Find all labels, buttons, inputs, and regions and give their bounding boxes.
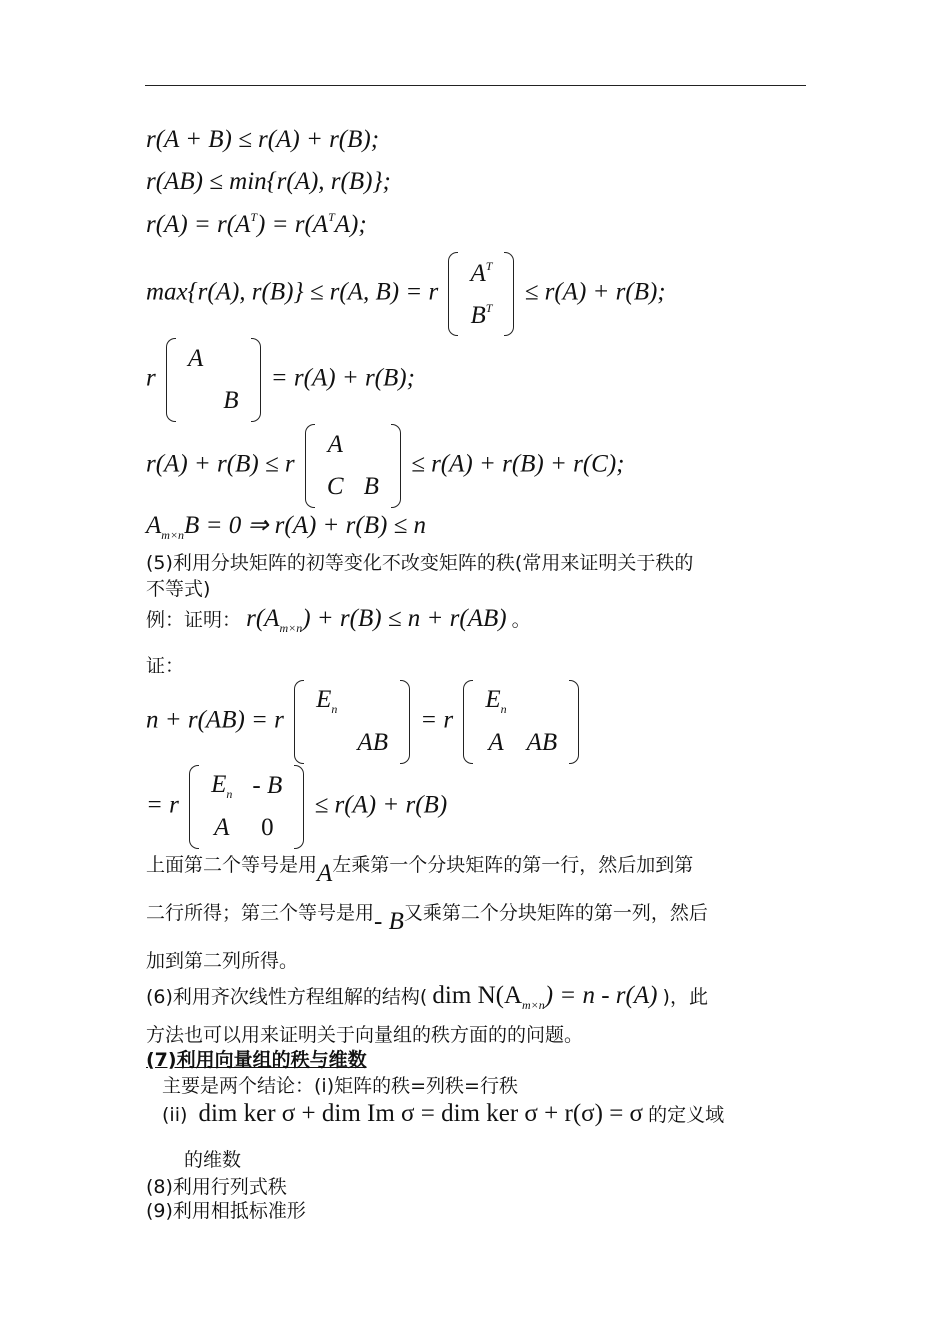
- section-9: (9)利用相抵标准形: [146, 1200, 306, 1222]
- rank-sum-inequality: r(A + B) ≤ r(A) + r(B);: [146, 126, 380, 153]
- matrix-En-negB-A-0: $E_n$ - B A 0: [189, 765, 304, 849]
- rank-block-column-inequality: max{r(A), r(B)} ≤ r(A, B) = r $A^T$ $B^T$ ≤ r(A) + r(B);: [146, 252, 666, 336]
- explanation-line3: 加到第二列所得。: [146, 950, 299, 972]
- header-rule: [145, 85, 806, 86]
- section-7-ii: (ii) dim ker σ + dim Im σ = dim ker σ + r(σ) = σ 的定义域: [162, 1100, 725, 1127]
- matrix-block-diagonal: A B: [166, 338, 261, 422]
- rank-transpose-equality: $r(A) = r(A^T) = r(A^TA)$;: [146, 210, 367, 238]
- explanation-line2: 二行所得；第三个等号是用- B又乘第二个分块矩阵的第一列，然后: [146, 902, 708, 935]
- matrix-En-AB: $E_n$ AB: [294, 680, 410, 764]
- rank-zero-product-inequality: $A_{m\times n}B = 0$ ⇒ r(A) + r(B) ≤ n: [146, 512, 427, 542]
- section-5-line1: (5)利用分块矩阵的初等变化不改变矩阵的秩(常用来证明关于秩的: [146, 552, 694, 574]
- proof-step-1: n + r(AB) = r $E_n$ AB = r $E_n$ A AB: [146, 680, 583, 764]
- rank-block-triangular-inequality: r(A) + r(B) ≤ r A C B ≤ r(A) + r(B) + r(C);: [146, 424, 625, 508]
- section-7-title: (7)利用向量组的秩与维数: [146, 1049, 367, 1071]
- section-6-line2: 方法也可以用来证明关于向量组的秩方面的的问题。: [146, 1024, 584, 1046]
- example-statement: 例：证明： $r(A_{m\times n}) + r(B) \le n + r(AB)$ 。: [146, 605, 531, 635]
- rank-block-diagonal-equality: r A B = r(A) + r(B);: [146, 338, 415, 422]
- matrix-En-A-AB: $E_n$ A AB: [463, 680, 579, 764]
- section-8: (8)利用行列式秩: [146, 1176, 287, 1198]
- matrix-block-triangular: A C B: [305, 424, 401, 508]
- section-7-tail: 的维数: [184, 1149, 242, 1171]
- rank-product-inequality: r(AB) ≤ min{r(A), r(B)};: [146, 168, 391, 195]
- explanation-line1: 上面第二个等号是用A左乘第一个分块矩阵的第一行，然后加到第: [146, 854, 694, 887]
- section-5-line2: 不等式): [146, 578, 211, 600]
- section-6-line1: (6)利用齐次线性方程组解的结构( dim $N(A_{m\times n}) = n - r(A)$ )，此: [146, 982, 708, 1012]
- matrix-transpose-stack: $A^T$ $B^T$: [448, 252, 514, 336]
- section-7-main: 主要是两个结论：(i)矩阵的秩=列秩=行秩: [162, 1075, 518, 1097]
- proof-label: 证：: [146, 655, 185, 677]
- proof-step-2: = r $E_n$ - B A 0 ≤ r(A) + r(B): [146, 765, 447, 849]
